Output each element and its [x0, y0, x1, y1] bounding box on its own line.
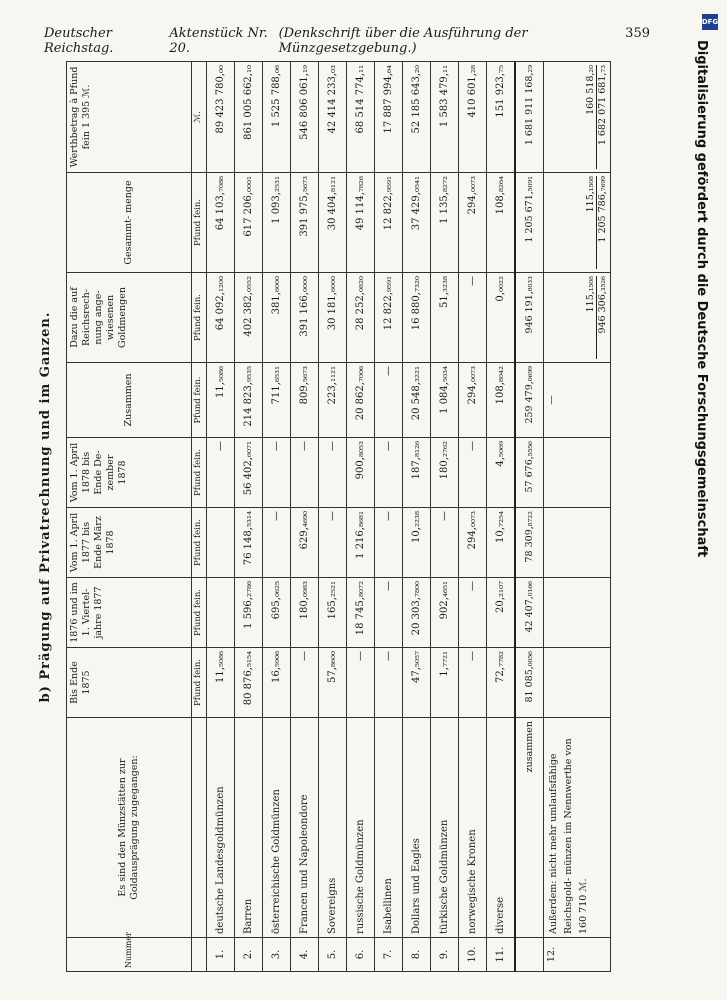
col-header-value: Werthbetrag à Pfund fein 1 395 ℳ.	[67, 62, 192, 173]
sum-grand-amount: 1 205 671,₅₀₉₁	[515, 173, 544, 273]
sum-value: 1 681 911 168,₂₉	[515, 62, 544, 173]
table-row	[487, 62, 516, 972]
cell-grand-amount: 64 103,₇₀₈₆	[207, 173, 235, 273]
unit-cell: Pfund fein.	[192, 363, 207, 438]
gold-minting-table	[66, 61, 611, 972]
cell-1876: —	[459, 578, 487, 648]
cell-value: 861 005 662,₁₀	[235, 62, 263, 173]
row-label: türkische Goldmünzen	[431, 718, 459, 938]
cell-1878: 56 402,₆₀₇₁	[235, 438, 263, 508]
cell-1878: —	[319, 438, 347, 508]
cell-total: 20 862,₇₀₀₆	[347, 363, 375, 438]
cell-1878: 187,₈₁₂₆	[403, 438, 431, 508]
cell-1878: 900,₈₀₅₃	[347, 438, 375, 508]
table-row	[347, 62, 375, 972]
table-row	[291, 62, 319, 972]
note-reich-account	[544, 273, 611, 363]
table-row	[403, 62, 431, 972]
cell-grand-amount: 49 114,₇₈₂₆	[347, 173, 375, 273]
note-grand-amount	[544, 173, 611, 273]
cell-until-1875: —	[459, 648, 487, 718]
row-label: deutsche Landesgoldmünzen	[207, 718, 235, 938]
note-reich-value: 115,₁₅₀₈	[585, 276, 597, 359]
cell-1878: 4,₅₀₆₉	[487, 438, 516, 508]
cell-grand-amount: 391 975,₅₆₇₃	[291, 173, 319, 273]
sum-until-1875: 81 085,₀₀₅₆	[515, 648, 544, 718]
cell-total: 108,₈₀₄₂	[487, 363, 516, 438]
sum-number	[515, 938, 544, 972]
row-number: 5.	[319, 938, 347, 972]
row-number: 9.	[431, 938, 459, 972]
note-total: —	[544, 363, 611, 438]
cell-reich-account: 402 382,₀₅₅₂	[235, 273, 263, 363]
note-number: 12.	[544, 938, 611, 972]
cell-1878: —	[291, 438, 319, 508]
cell-until-1875: —	[347, 648, 375, 718]
page-number: 359	[625, 26, 650, 41]
cell-1876: 20 303,₇₈₀₀	[403, 578, 431, 648]
col-header-until-1875: Bis Ende 1875	[67, 648, 192, 718]
cell-value: 17 887 994,₆₄	[375, 62, 403, 173]
header-publication: Deutscher Reichstag.	[44, 26, 114, 56]
table-row	[459, 62, 487, 972]
cell-reich-account: 16 880,₇₃₂₀	[403, 273, 431, 363]
unit-cell: Pfund fein.	[192, 173, 207, 273]
cell-total: —	[375, 363, 403, 438]
cell-total: 294,₀₀₇₃	[459, 363, 487, 438]
cell-grand-amount: 108,₈₂₆₄	[487, 173, 516, 273]
cell-total: 11,₅₀₈₆	[207, 363, 235, 438]
col-header-1876: 1876 und im 1. Viertel- jahre 1877	[67, 578, 192, 648]
cell-1876: 180,₀₉₈₃	[291, 578, 319, 648]
cell-1876: 902,₄₆₅₁	[431, 578, 459, 648]
note-row	[544, 62, 611, 972]
cell-until-1875: —	[375, 648, 403, 718]
section-title: b) Prägung auf Privatrechnung und im Ganzen.	[38, 311, 53, 703]
row-label: Francen und Napoleondore	[291, 718, 319, 938]
table-row	[431, 62, 459, 972]
cell-until-1875: 47,₅₀₅₇	[403, 648, 431, 718]
row-number: 2.	[235, 938, 263, 972]
cell-1877-78: 294,₀₀₇₃	[459, 508, 487, 578]
cell-reich-account: 12 822,₉₅₉₁	[375, 273, 403, 363]
table-row	[375, 62, 403, 972]
row-label: diverse	[487, 718, 516, 938]
row-label: Dollars und Eagles	[403, 718, 431, 938]
row-label: russische Goldmünzen	[347, 718, 375, 938]
cell-until-1875: 72,₇₇₈₂	[487, 648, 516, 718]
cell-1876: 695,₀₆₂₅	[263, 578, 291, 648]
cell-grand-amount: 30 404,₈₁₂₁	[319, 173, 347, 273]
cell-until-1875: 57,₈₆₀₀	[319, 648, 347, 718]
note-value-amount: 160 518,₂₀	[585, 65, 597, 169]
cell-1876	[207, 578, 235, 648]
cell-1877-78: —	[375, 508, 403, 578]
cell-1878: —	[375, 438, 403, 508]
row-number: 7.	[375, 938, 403, 972]
cell-value: 1 583 479,₁₁	[431, 62, 459, 173]
cell-1877-78	[207, 508, 235, 578]
row-number: 6.	[347, 938, 375, 972]
cell-1878: —	[263, 438, 291, 508]
col-header-total: Zusammen	[67, 363, 192, 438]
cell-reich-account: 0,₀₀₂₂	[487, 273, 516, 363]
cell-1878: —	[207, 438, 235, 508]
cell-reich-account: 30 181,₆₀₀₀	[319, 273, 347, 363]
row-label: Sovereigns	[319, 718, 347, 938]
cell-total: 223,₁₁₂₁	[319, 363, 347, 438]
cell-1877-78: 76 148,₅₃₁₄	[235, 508, 263, 578]
cell-grand-amount: 12 822,₉₅₉₁	[375, 173, 403, 273]
row-number: 8.	[403, 938, 431, 972]
cell-1877-78: 629,₄₆₉₀	[291, 508, 319, 578]
sum-row	[515, 62, 544, 972]
header-document-number: Aktenstück Nr. 20.	[169, 26, 268, 56]
unit-cell: Pfund fein.	[192, 438, 207, 508]
cell-grand-amount: 617 206,₀₀₀₁	[235, 173, 263, 273]
cell-value: 68 514 774,₁₁	[347, 62, 375, 173]
sum-label: zusammen	[515, 718, 544, 938]
cell-1877-78: —	[431, 508, 459, 578]
cell-1878: —	[459, 438, 487, 508]
col-header-1878: Vom 1. April 1878 bis Ende De- zember 1878	[67, 438, 192, 508]
cell-1876: 20,₂₁₀₇	[487, 578, 516, 648]
cell-1877-78: 1 216,₈₆₈₁	[347, 508, 375, 578]
header-document-title: (Denkschrift über die Ausführung der Münzgesetzgebung.)	[278, 26, 528, 56]
grand-total-value: 1 682 071 681,₇₃	[597, 65, 608, 146]
row-number: 10.	[459, 938, 487, 972]
cell-grand-amount: 294,₀₀₇₃	[459, 173, 487, 273]
unit-cell: ℳ.	[192, 62, 207, 173]
row-label: Barren	[235, 718, 263, 938]
row-number: 1.	[207, 938, 235, 972]
cell-1878: 180,₂₇₆₂	[431, 438, 459, 508]
grand-total-reich: 946 306,₃₅₂₆	[597, 276, 608, 334]
note-label: Außerdem: nicht mehr umlaufsfähige Reichsgold- münzen im Nennwerthe von 160 710 ℳ.	[544, 718, 611, 938]
note-empty	[544, 648, 611, 718]
cell-until-1875: 11,₅₀₈₆	[207, 648, 235, 718]
cell-total: 20 548,₃₂₂₁	[403, 363, 431, 438]
sum-1877-78: 78 309,₈₇₂₂	[515, 508, 544, 578]
col-header-grand-amount: Gesammt- menge	[67, 173, 192, 273]
cell-reich-account: 28 252,₀₈₂₀	[347, 273, 375, 363]
sum-1878: 57 676,₅₅₅₆	[515, 438, 544, 508]
unit-row	[192, 62, 207, 972]
cell-value: 410 601,₂₈	[459, 62, 487, 173]
note-grand-value: 115,₁₅₀₈	[585, 176, 597, 269]
cell-1876: —	[375, 578, 403, 648]
grand-total-amount: 1 205 786,₇₆₉₉	[597, 176, 608, 243]
cell-reich-account: —	[459, 273, 487, 363]
col-header-1877-78: Vom 1. April 1877 bis Ende März 1878	[67, 508, 192, 578]
cell-total: 214 823,₉₅₃₅	[235, 363, 263, 438]
note-empty	[544, 508, 611, 578]
note-empty	[544, 578, 611, 648]
unit-cell	[192, 938, 207, 972]
row-number: 11.	[487, 938, 516, 972]
note-value	[544, 62, 611, 173]
row-number: 3.	[263, 938, 291, 972]
unit-cell: Pfund fein.	[192, 648, 207, 718]
cell-until-1875: 16,₅₉₀₆	[263, 648, 291, 718]
cell-1876: 1 596,₂₇₈₆	[235, 578, 263, 648]
cell-value: 42 414 233,₀₃	[319, 62, 347, 173]
cell-1877-78: —	[263, 508, 291, 578]
cell-value: 52 185 643,₂₀	[403, 62, 431, 173]
row-label: norwegische Kronen	[459, 718, 487, 938]
digitization-credit: Digitalisierung gefördert durch die Deutsche Forschungsgemeinschaft	[694, 40, 709, 558]
unit-cell: Pfund fein.	[192, 578, 207, 648]
cell-until-1875: 1,₇₇₂₁	[431, 648, 459, 718]
table-row	[235, 62, 263, 972]
rotated-table-area	[36, 62, 686, 972]
unit-cell: Pfund fein.	[192, 508, 207, 578]
cell-1876: 165,₂₅₂₁	[319, 578, 347, 648]
cell-value: 1 525 788,₀₆	[263, 62, 291, 173]
table-row	[263, 62, 291, 972]
col-header-source: Es sind den Münzstätten zur Goldausprägung zugegangen:	[67, 718, 192, 938]
row-label: österreichische Goldmünzen	[263, 718, 291, 938]
cell-grand-amount: 1 093,₂₅₃₁	[263, 173, 291, 273]
cell-grand-amount: 37 429,₀₅₄₁	[403, 173, 431, 273]
note-empty	[544, 438, 611, 508]
unit-cell	[192, 718, 207, 938]
cell-1876: 18 745,₈₀₇₂	[347, 578, 375, 648]
unit-cell: Pfund fein.	[192, 273, 207, 363]
sum-reich-account: 946 191,₈₀₃₃	[515, 273, 544, 363]
cell-until-1875: 80 876,₅₁₅₄	[235, 648, 263, 718]
cell-reich-account: 381,₆₀₀₀	[263, 273, 291, 363]
col-header-number: Nummer	[67, 938, 192, 972]
cell-1877-78: —	[319, 508, 347, 578]
cell-value: 151 923,₇₅	[487, 62, 516, 173]
cell-total: 711,₆₅₃₁	[263, 363, 291, 438]
dfg-logo: DFG	[702, 14, 718, 30]
cell-grand-amount: 1 135,₈₂₇₂	[431, 173, 459, 273]
row-label: Isabellinen	[375, 718, 403, 938]
cell-until-1875: —	[291, 648, 319, 718]
cell-reich-account: 64 092,₁₂₀₀	[207, 273, 235, 363]
cell-value: 89 423 780,₀₀	[207, 62, 235, 173]
sum-total: 259 479,₀₆₉₉	[515, 363, 544, 438]
cell-reich-account: 51,₃₂₃₈	[431, 273, 459, 363]
table-row	[207, 62, 235, 972]
cell-reich-account: 391 166,₀₀₀₀	[291, 273, 319, 363]
cell-total: 1 084,₅₀₃₄	[431, 363, 459, 438]
table-row	[319, 62, 347, 972]
cell-value: 546 806 061,₁₉	[291, 62, 319, 173]
table-header-row	[67, 62, 192, 972]
page-header	[44, 26, 650, 56]
sum-1876: 42 407,₀₁₆₆	[515, 578, 544, 648]
col-header-reich-account: Dazu die auf Reichsrech- nung ange- wiesenen Goldmengen	[67, 273, 192, 363]
cell-1877-78: 10,₂₂₃₈	[403, 508, 431, 578]
cell-total: 809,₅₆₇₃	[291, 363, 319, 438]
cell-1877-78: 10,₇₂₅₄	[487, 508, 516, 578]
row-number: 4.	[291, 938, 319, 972]
